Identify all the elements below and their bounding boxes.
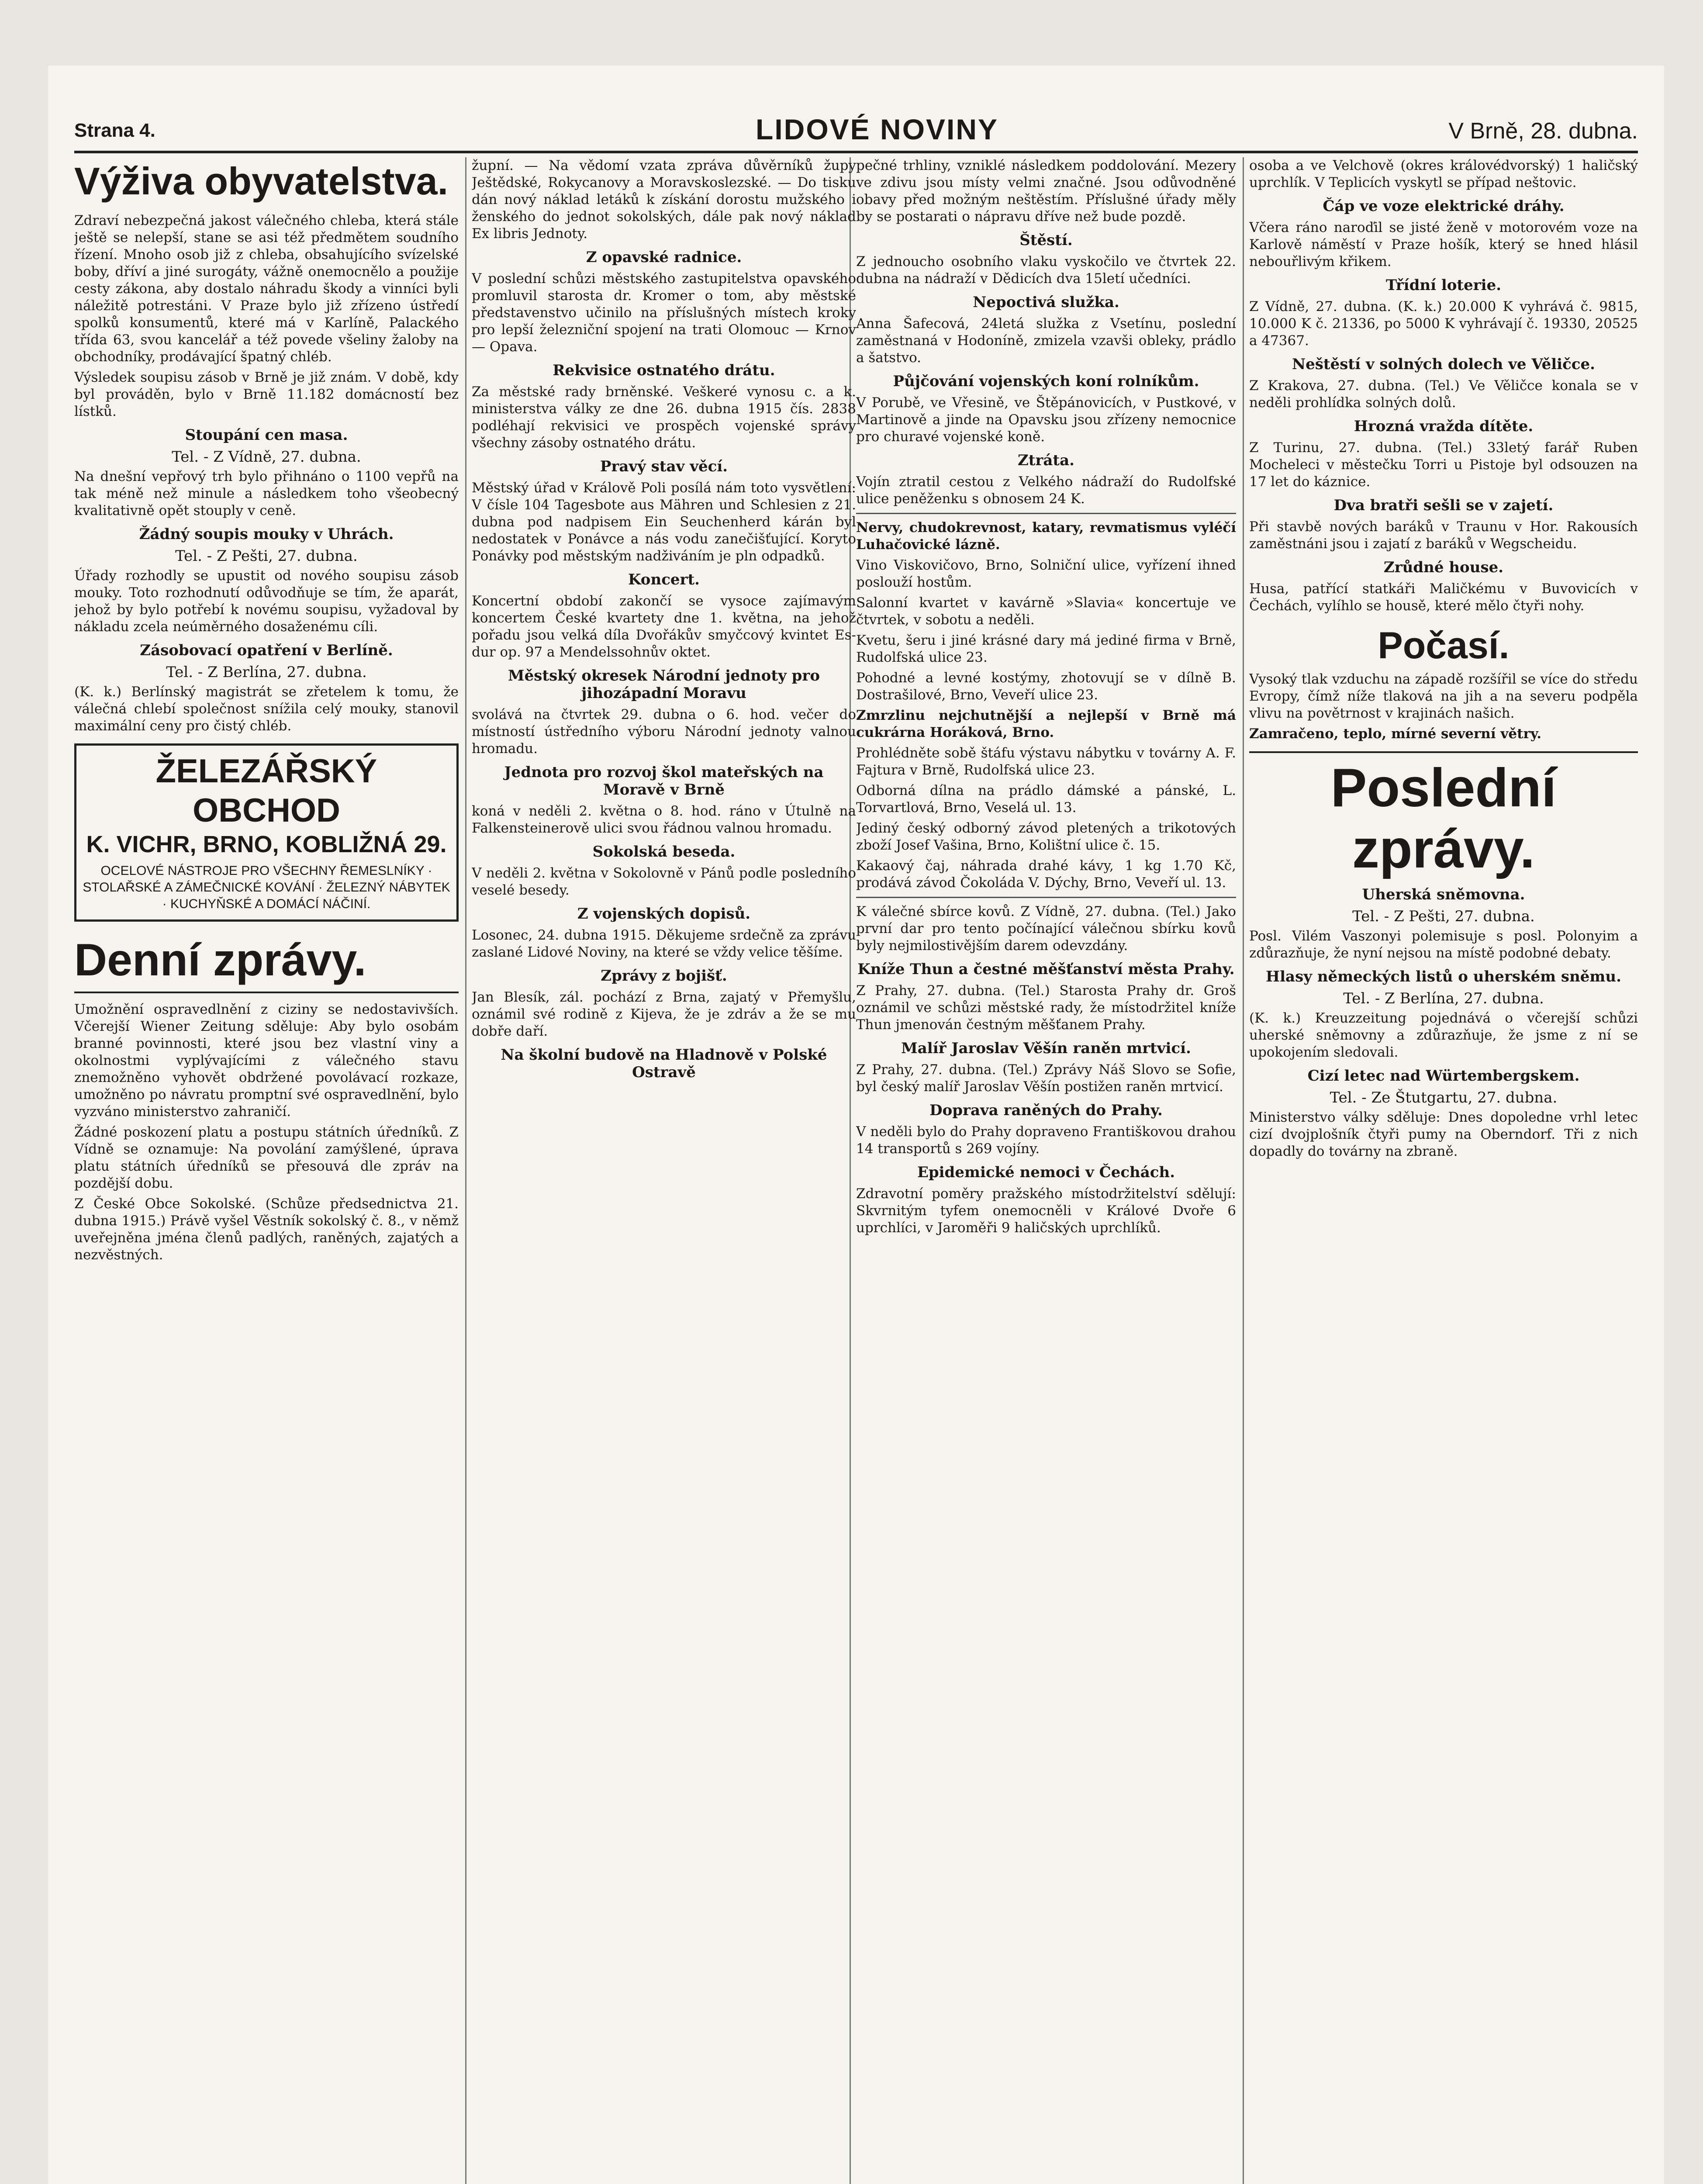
article-paragraph: Z Prahy, 27. dubna. (Tel.) Zprávy Náš Slovo se Sofie, byl český malíř Jaroslav Věšín postižen raněn mrtvicí. (856, 1062, 1236, 1095)
classified-ad: Kvetu, šeru i jiné krásné dary má jediné firma v Brně, Rudolfská ulice 23. (856, 632, 1236, 665)
classified-ad: Nervy, chudokrevnost, katary, revmatismus vyléčí Luhačovické lázně. (856, 520, 1236, 553)
article-subhead: Sokolská beseda. (592, 843, 736, 860)
article-paragraph: Koncertní období zakončí se vysoce zajímavým koncertem České kvartety dne 1. května, na jehož pořadu jsou velká díla Dvořákův smyčcový kvintet Es-dur op. 97 a Mendelssohnův oktet. (472, 593, 856, 660)
classified-ad: Vino Viskovičovo, Brno, Solniční ulice, vyřízení ihned poslouží hostům. (856, 557, 1236, 590)
dateline: Tel. - Z Pešti, 27. dubna. (175, 547, 358, 565)
article-paragraph: osoba a ve Velchově (okres královédvorský) 1 haličský uprchlík. V Teplicích vyskytl se případ neštovic. (1249, 158, 1638, 190)
article-paragraph: Zdraví nebezpečná jakost válečného chleba, která stále ještě se nelepší, stane se asi též předmětem soudního řízení. Mnoho osob již z chleba, obsahujícího svízelské boby, dříví a jiné surogáty, vážně onemocnělo a použije cesty zákona, aby dostalo náhradu škody a vinníci byli náležitě potrestáni. V Praze bylo již zřízeno ústředí spolků konsumentů, které má v Karlíně, Palackého třída 63, svou kancelář a též povede všeliny žaloby na obchodníky, prodávající špatný chléb. (74, 213, 459, 365)
ad-title: ŽELEZÁŘSKÝ OBCHOD (155, 753, 377, 829)
article-subhead: Malíř Jaroslav Věšín raněn mrtvicí. (901, 1040, 1191, 1057)
advertisement (74, 743, 459, 922)
article-subhead: Rekvisice ostnatého drátu. (553, 362, 775, 379)
article-paragraph: Ministerstvo války sděluje: Dnes dopoledne vrhl letec cizí dvojplošník čtyři pumy na Oberndorf. Tři z nich dopadly do továrny na zbraně. (1249, 1109, 1638, 1159)
article-paragraph: Zdravotní poměry pražského místodržitelství sdělují: Skvrnitým tyfem onemocněli v Králové Dvoře 6 uprchlíci, v Jaroměři 9 haličských uprchlíků. (856, 1186, 1236, 1236)
article-paragraph: Z Krakova, 27. dubna. (Tel.) Ve Věličce konala se v neděli prohlídka solných dolů. (1249, 378, 1638, 411)
section-title: Denní zprávy. (74, 932, 459, 993)
article-subhead: Půjčování vojenských koní rolníkům. (893, 373, 1199, 390)
article-subhead: Pravý stav věcí. (600, 458, 728, 475)
article-paragraph: Z České Obce Sokolské. (Schůze předsednictva 21. dubna 1915.) Právě vyšel Věstník sokolský č. 8., v němž uveřejněna jména členů padlých, raněných, zajatých a nezvěstných. (74, 1196, 459, 1263)
classified-ad: Jediný český odborný závod pletených a trikotových zboží Josef Vašina, Brno, Kolištní ulice č. 15. (856, 820, 1236, 853)
article-paragraph: Na dnešní vepřový trh bylo přihnáno o 1100 vepřů na tak méně než minule a následkem toho všeobecný kvalitativně opět stouply v ceně. (74, 469, 459, 518)
article-subhead: Epidemické nemoci v Čechách. (917, 1164, 1175, 1181)
ad-address: K. VICHR, BRNO, KOBLIŽNÁ 29. (86, 831, 447, 857)
article-paragraph: Husa, patřící statkáři Maličkému v Buvovicích v Čechách, vylíhlo se housě, které mělo čtyři nohy. (1249, 581, 1638, 614)
article-paragraph: Anna Šafecová, 24letá služka z Vsetínu, poslední zaměstnaná v Hodoníně, zmizela vzavši obleky, prádlo a šatstvo. (856, 316, 1236, 366)
article-subhead: Zrůdné house. (1383, 559, 1504, 576)
article-subhead: Stoupání cen masa. (185, 426, 348, 444)
article-paragraph: Posl. Vilém Vaszonyi polemisuje s posl. Polonyim a zdůrazňuje, že nyní nejsou na místě podobné debaty. (1249, 928, 1638, 961)
classified-ad: Pohodné a levné kostýmy, zhotovují se v dílně B. Dostrašilové, Brno, Veveří ulice 23. (856, 670, 1236, 703)
article-paragraph: Úřady rozhodly se upustit od nového soupisu zásob mouky. Toto rozhodnutí odůvodňuje se tím, že aparát, jehož by bylo potřebí k novému soupisu, vyžadoval by nákladu zcela neúměrného dosaženému cíli. (74, 568, 459, 635)
ad-description: OCELOVÉ NÁSTROJE PRO VŠECHNY ŘEMESLNÍKY · STOLAŘSKÉ A ZÁMEČNICKÉ KOVÁNÍ · ŽELEZNÝ NÁBYTEK · KUCHYŇSKÉ A DOMÁCÍ NÁČINÍ. (83, 864, 450, 911)
article-paragraph: svolává na čtvrtek 29. dubna o 6. hod. večer do místností ústředního výboru Národní jednoty valnou hromadu. (472, 707, 856, 757)
divider (856, 897, 1236, 898)
article-headline: Výživa obyvatelstva. (74, 159, 449, 203)
classified-ad: Zmrzlinu nejchutnější a nejlepší v Brně má cukrárna Horáková, Brno. (856, 708, 1236, 740)
article-subhead: Z opavské radnice. (586, 249, 742, 266)
article-subhead: Cizí letec nad Würtembergskem. (1307, 1067, 1580, 1085)
article-subhead: Jednota pro rozvoj škol mateřských na Moravě v Brně (504, 764, 824, 798)
article-subhead: Z vojenských dopisů. (577, 905, 751, 923)
article-subhead: Hrozná vražda dítěte. (1354, 418, 1534, 435)
article-subhead: Zprávy z bojišť. (601, 967, 727, 985)
article-paragraph: Výsledek soupisu zásob v Brně je již znám. V době, kdy byl prováděn, bylo v Brně 11.182 domácností bez lístků. (74, 370, 459, 419)
article-subhead: Štěstí. (1019, 232, 1073, 249)
dateline: Tel. - Z Berlína, 27. dubna. (166, 663, 367, 681)
article-subhead: Na školní budově na Hladnově v Polské Ostravě (501, 1046, 827, 1081)
article-paragraph: Z Turinu, 27. dubna. (Tel.) 33letý farář Ruben Mocheleci v městečku Torri u Pistoje byl odsouzen na 17 let do káznice. (1249, 440, 1638, 490)
column-1 (74, 157, 459, 2184)
divider (856, 513, 1236, 514)
article-subhead: Neštěstí v solných dolech ve Věličce. (1292, 356, 1595, 373)
newspaper-title: LIDOVÉ NOVINY (756, 113, 999, 145)
article-paragraph: Vojín ztratil cestou z Velkého nádraží do Rudolfské ulice peněženku s obnosem 24 K. (856, 474, 1236, 507)
article-paragraph: Z jednoucho osobního vlaku vyskočilo ve čtvrtek 22. dubna na nádraží v Dědicích dva 15letí učedníci. (856, 254, 1236, 287)
article-subhead: Čáp ve voze elektrické dráhy. (1323, 197, 1565, 215)
article-subhead: Zásobovací opatření v Berlíně. (140, 642, 393, 659)
column-2 (472, 157, 856, 2184)
article-paragraph: Za městské rady brněnské. Veškeré vynosu c. a k. ministerstva války ze dne 26. dubna 1915 čís. 2838 podléhají rekvisici ve prospěch vojenské správy všechny zásoby ostnatého drátu. (472, 384, 856, 451)
article-paragraph: pečné trhliny, vzniklé následkem poddolování. Mezery ve zdivu jsou místy velmi značné. Jsou odůvodněné obavy před možným neštěstím. Příslušné úřady měly by se postarati o nápravu dříve než bude pozdě. (856, 158, 1236, 225)
page-number: Strana 4. (74, 120, 155, 141)
article-subhead: Dva bratři sešli se v zajetí. (1333, 497, 1554, 514)
dateline: Tel. - Ze Štutgartu, 27. dubna. (1330, 1089, 1558, 1106)
weather-forecast: Zamračeno, teplo, mírné severní větry. (1249, 726, 1542, 742)
column-4 (1249, 157, 1638, 2184)
article-paragraph: Umožnění ospravedlnění z ciziny se nedostavivších. Včerejší Wiener Zeitung sděluje: Aby bylo osobám branné povinnosti, které jsou bez vlastní viny a okolnostmi vyplývajícími z válečného stavu znemožněno vyhovět obdržené povolávací rozkaze, umožněno po návratu promptní své ospravedlnění, bylo vyzváno ministerstvo zahraničí. (74, 1002, 459, 1120)
classified-ad: Salonní kvartet v kavárně »Slavia« koncertuje ve čtvrtek, v sobotu a neděli. (856, 595, 1236, 628)
article-subhead: Uherská sněmovna. (1362, 886, 1525, 903)
article-paragraph: župní. — Na vědomí vzata zpráva důvěrníků župy Ještědské, Rokycanovy a Moravskoslezské. — Do tisku dán nový náklad letáků k získání dorostu mužského i ženského do jednot sokolských, dále pak nový náklad Ex libris Jednoty. (472, 158, 856, 242)
article-paragraph: Městský úřad v Králově Poli posílá nám toto vysvětlení: V čísle 104 Tagesbote aus Mähren und Schlesien z 21. dubna pod nadpisem Ein Seuchenherd kárán byl nedostatek v Ponávce a nás vodu zanečišťující. Koryto Ponávky pod městským nadživáním je pln odpadků. (472, 480, 856, 564)
classified-ad: Kakaový čaj, náhrada drahé kávy, 1 kg 1.70 Kč, prodává závod Čokoláda V. Dýchy, Brno, Veveří ul. 13. (856, 858, 1236, 891)
weather-text: Vysoký tlak vzduchu na západě rozšířil se více do středu Evropy, čímž níže tlaková na jih a na severu podpěla vlivu na povětrnost v krajinách našich. (1249, 671, 1638, 721)
latest-news-title: Poslední zprávy. (1249, 751, 1638, 880)
article-paragraph: V neděli 2. května v Sokolovně v Pánů podle posledního veselé besedy. (472, 865, 856, 898)
classified-ad: Prohlédněte sobě štáfu výstavu nábytku v továrny A. F. Fajtura v Brně, Rudolfská ulice 23. (856, 745, 1236, 778)
article-paragraph: Z Prahy, 27. dubna. (Tel.) Starosta Prahy dr. Groš oznámil ve schůzi městské rady, že místodržitel kníže Thun jmenován čestným měšťanem Prahy. (856, 983, 1236, 1033)
article-paragraph: Žádné poskození platu a postupu státních úředníků. Z Vídně se oznamuje: Na povolání zamýšlené, úprava platu státních úředníků se přesouvá dle zpráv na pozdější dobu. (74, 1124, 459, 1191)
article-subhead: Žádný soupis mouky v Uhrách. (139, 525, 394, 543)
article-paragraph: Jan Blesík, zál. pochází z Brna, zajatý v Přemyšlu, oznámil své rodině z Kijeva, že je zdráv a že se mu dobře daří. (472, 989, 856, 1039)
article-paragraph: (K. k.) Berlínský magistrát se zřetelem k tomu, že válečná chlebí společnost snížila celý mouky, stanovil maximální ceny pro čistý chléb. (74, 684, 459, 734)
article-paragraph: Včera ráno naroďil se jisté ženě v motorovém voze na Karlově náměstí v Praze hošík, který se hned hlásil nebouřlivým křikem. (1249, 220, 1638, 270)
article-subhead: Ztráta. (1017, 452, 1075, 469)
article-subhead: Doprava raněných do Prahy. (929, 1102, 1163, 1119)
page-header (74, 109, 1638, 153)
article-paragraph: koná v neděli 2. května o 8. hod. ráno v Útulně na Falkensteinerově ulici svou řádnou valnou hromadu. (472, 803, 856, 836)
article-paragraph: K válečné sbírce kovů. Z Vídně, 27. dubna. (Tel.) Jako první dar pro tento počínající válečnou sbírku kovů byly nejmilostivějším darem odevzdány. (856, 904, 1236, 954)
article-subhead: Koncert. (628, 571, 700, 588)
article-paragraph: V neděli bylo do Prahy dopraveno Františkovou drahou 14 transportů s 269 vojíny. (856, 1124, 1236, 1157)
article-subhead: Nepoctivá služka. (973, 294, 1119, 311)
article-paragraph: V Porubě, ve Vřesině, ve Štěpánovicích, v Pustkové, v Martinově a jinde na Opavsku jsou zřízeny nemocnice pro churavé vojenské koně. (856, 395, 1236, 445)
column-divider (1243, 157, 1244, 2184)
article-paragraph: Při stavbě nových baráků v Traunu v Hor. Rakousích zaměstnáni jsou i zajatí z baráků v Wegscheidu. (1249, 519, 1638, 552)
column-3 (856, 157, 1236, 2184)
issue-date: V Brně, 28. dubna. (1448, 118, 1638, 144)
dateline: Tel. - Z Berlína, 27. dubna. (1343, 990, 1544, 1007)
article-paragraph: Z Vídně, 27. dubna. (K. k.) 20.000 K vyhrává č. 9815, 10.000 K č. 21336, po 5000 K vyhrávají č. 19330, 20525 a 47367. (1249, 299, 1638, 349)
article-paragraph: Losonec, 24. dubna 1915. Děkujeme srdečně za zprávu zaslané Lidové Noviny, na které se vždy velice těšíme. (472, 927, 856, 960)
weather-title: Počasí. (1378, 625, 1510, 667)
dateline: Tel. - Z Vídně, 27. dubna. (172, 448, 361, 466)
column-divider (465, 157, 466, 2184)
article-paragraph: (K. k.) Kreuzzeitung pojednává o včerejší schůzi uherské sněmovny a zdůrazňuje, že jsme z ní se upokojením sledovali. (1249, 1010, 1638, 1060)
article-subhead: Třídní loterie. (1385, 276, 1502, 294)
article-subhead: Hlasy německých listů o uherském sněmu. (1266, 968, 1621, 985)
classified-ad: Odborná dílna na prádlo dámské a pánské, L. Torvartlová, Brno, Veselá ul. 13. (856, 783, 1236, 816)
article-subhead: Městský okresek Národní jednoty pro jihozápadní Moravu (508, 667, 820, 702)
dateline: Tel. - Z Pešti, 27. dubna. (1352, 908, 1535, 925)
article-subhead: Kníže Thun a čestné měšťanství města Prahy. (857, 961, 1235, 978)
article-paragraph: V poslední schůzi městského zastupitelstva opavského promluvil starosta dr. Kromer o tom, aby městské představenstvo učinilo na příslušných místech kroky pro lepší železniční spojení na trati Olomouc — Krnov — Opava. (472, 271, 856, 355)
